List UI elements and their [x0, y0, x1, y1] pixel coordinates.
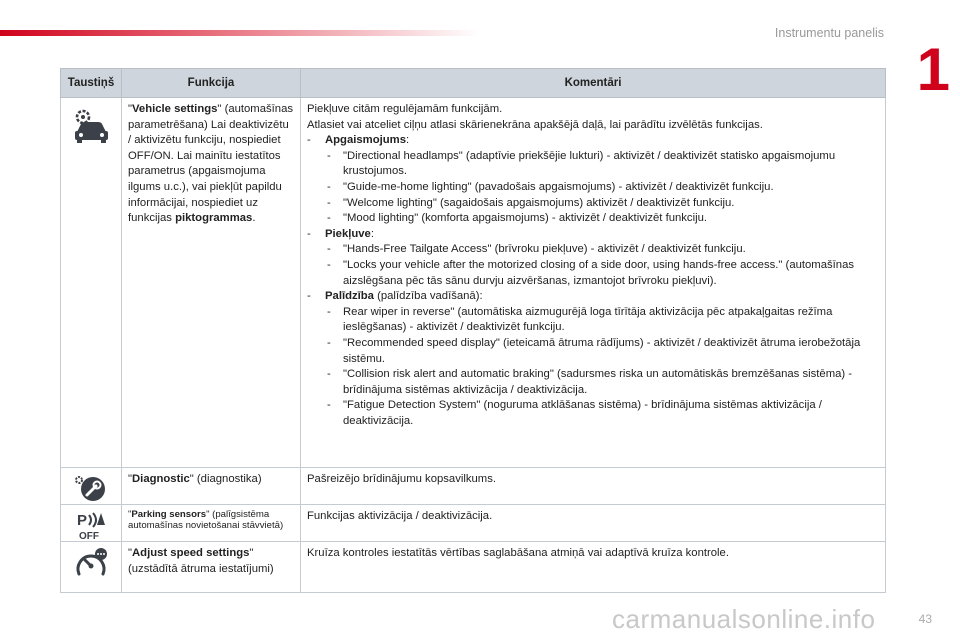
function-cell: "Adjust speed settings" (uzstādītā ātruma iestatījumi) [122, 542, 301, 592]
function-description: (uzstādītā ātruma iestatījumi) [128, 563, 274, 576]
function-description: (palīgsistēma automašīnas novietošanai stāvvietā) [128, 509, 284, 532]
table-row [61, 468, 886, 505]
comment-intro: Piekļuve citām regulējamām funkcijām. [307, 103, 503, 115]
function-name: Diagnostic [132, 473, 190, 486]
function-description: (automašīnas parametrēšana) Lai deaktivizētu / aktivizētu funkciju, nospiediet OFF/ON. Lai mainītu iestatītos parametrus (apgaismojuma ilgums u.c.), vai piekļūt papildu informācijai, nospiediet uz funkcijas [128, 103, 294, 225]
diagnostic-icon [73, 474, 109, 504]
icon-cell [61, 98, 122, 468]
table-header-row [61, 69, 886, 98]
function-cell: "Parking sensors" (palīgsistēma automašīnas novietošanai stāvvietā) [122, 505, 301, 542]
function-keyword: piktogrammas [175, 212, 253, 225]
sub-item: - "Recommended speed display" (ieteicamā ātruma rādījums) - aktivizēt / deaktivizēt ātruma ierobežotāja sistēmu. [327, 336, 861, 365]
icon-cell [61, 542, 122, 592]
col-header-comments: Komentāri [301, 69, 886, 98]
function-name: Parking sensors [131, 509, 207, 521]
accent-bar [0, 30, 480, 36]
svg-text:P: P [77, 512, 88, 530]
parking-sensors-off-icon [71, 509, 111, 541]
functions-table [60, 68, 886, 593]
comment-cell: Pašreizējo brīdinājumu kopsavilkums. [301, 468, 886, 505]
sub-item: - "Fatigue Detection System" (noguruma atklāšanas sistēma) - brīdinājuma sistēmas aktivizācija / deaktivizācija. [327, 399, 822, 427]
list-item: - Palīdzība (palīdzība vadīšanā): [307, 290, 483, 303]
table-row [61, 542, 886, 592]
comment-cell: Funkcijas aktivizācija / deaktivizācija. [301, 505, 886, 542]
svg-text:OFF: OFF [79, 531, 99, 542]
sub-item: - "Directional headlamps" (adaptīvie priekšējie lukturi) - aktivizēt / deaktivizēt statisko apgaismojumu krustojumos. [327, 149, 836, 178]
chapter-number: 1 [916, 36, 950, 103]
function-description: (diagnostika) [196, 473, 262, 486]
sub-item: - "Hands-Free Tailgate Access" (brīvroku piekļuve) - aktivizēt / deaktivizēt funkciju. [327, 243, 746, 256]
function-cell: "Vehicle settings" (automašīnas parametrēšana) Lai deaktivizētu / aktivizētu funkciju, nospiediet OFF/ON. Lai mainītu iestatītos parametrus (apgaismojuma ilgums u.c.), vai piekļūt papildu informācijai, nospiediet uz funkcijas piktogrammas. [122, 98, 301, 468]
col-header-key: Taustiņš [61, 69, 122, 98]
comment-intro-2: Atlasiet vai atceliet ciļņu atlasi skārienekrāna apakšējā daļā, lai parādītu izvēlētās funkcijas. [307, 118, 763, 131]
table-row [61, 505, 886, 542]
function-cell: "Diagnostic" (diagnostika) [122, 468, 301, 505]
function-name: Adjust speed settings [132, 547, 250, 560]
list-item: - Apgaismojums: [307, 134, 410, 147]
comment-cell: Kruīza kontroles iestatītās vērtības saglabāšana atmiņā vai adaptīvā kruīza kontrole. [301, 542, 886, 592]
page-number: 43 [918, 612, 932, 626]
section-title: Instrumentu panelis [774, 26, 884, 40]
icon-cell [61, 468, 122, 505]
table-row [61, 98, 886, 468]
sub-item: - "Collision risk alert and automatic braking" (sadursmes riska un automātiskās bremzēšanas sistēma) - brīdinājuma sistēmas aktivizācija / deaktivizācija. [327, 368, 853, 396]
col-header-function: Funkcija [122, 69, 301, 98]
watermark: carmanualsonline.info [612, 604, 876, 634]
adjust-speed-icon [73, 548, 109, 580]
function-name: Vehicle settings [132, 103, 218, 115]
vehicle-settings-icon [71, 108, 111, 144]
sub-item: - "Guide-me-home lighting" (pavadošais apgaismojums) - aktivizēt / deaktivizēt funkciju. [327, 180, 774, 193]
sub-item: - "Mood lighting" (komforta apgaismojums) - aktivizēt / deaktivizēt funkciju. [327, 212, 708, 225]
sub-item: - "Locks your vehicle after the motorized closing of a side door, using hands-free access." (automašīnas aizslēgšana pēc tās sānu durvju aizvēršanas, izmantojot brīvroku piekļuvi). [327, 258, 854, 287]
comment-cell [301, 98, 886, 468]
list-item: - Piekļuve: [307, 227, 374, 240]
icon-cell [61, 505, 122, 542]
sub-item: - "Welcome lighting" (sagaidošais apgaismojums) aktivizēt / deaktivizēt funkciju. [327, 196, 735, 209]
sub-item: - Rear wiper in reverse" (automātiska aizmugurējā loga tīrītāja aktivizācija pēc atpakaļgaitas režīma ieslēgšanas) - aktivizēt / deaktivizēt funkciju. [327, 305, 833, 334]
